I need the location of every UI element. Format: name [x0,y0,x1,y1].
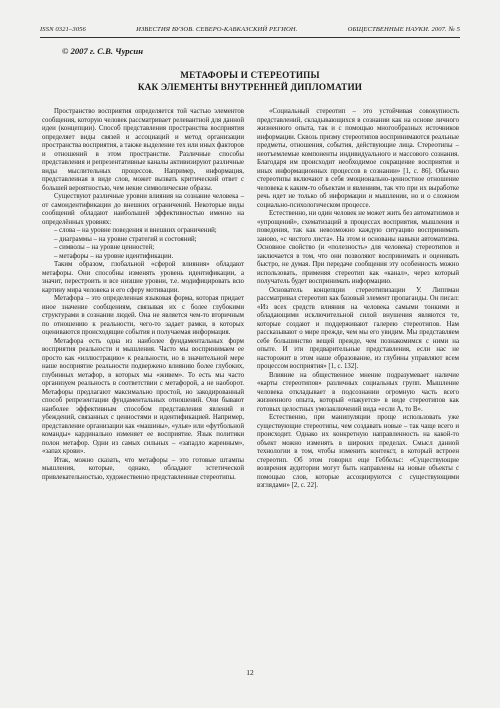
article-title [40,70,460,93]
paragraph: Таким образом, глобальной «сферой влияния» обладают метафоры. Они способны изменять уровень идентификации, а значит, перестроить и все низшие уровни, т.е. модифицировать всю картину мира человека и его сферу мотивации. [42,261,244,294]
paragraph: Основатель концепции стереотипизации У. Липпман рассматривал стереотип как базовый элемент пропаганды. Он писал: «Из всех средств влияния на человека самыми тонкими и обладающими исключительной силой внушения являются те, которые создают и поддерживают галерею стереотипов. Нам рассказывают о мире прежде, чем мы его увидим. Мы представляем себе большинство вещей прежде, чем познакомимся с ними на опыте. И эти предварительные представления, если нас не насторожит в этом наше образование, из глубины управляют всем процессом восприятия» [1, с. 132]. [257,286,459,370]
header-rule [40,37,460,38]
left-column [42,108,244,482]
issn: ISSN 0321–3056 [40,26,86,33]
paragraph: Естественно, ни один человек не может жить без автоматизмов и «упрощений», схематизаций в процессах восприятия, мышления и поведения, так как невозможно каждую ситуацию воспринимать заново, «с чистого листа». На этом и основаны навыки автоматизма. Основное свойство (и «полезность» для человека) стереотипов и заключается в том, что они позволяют воспринимать и оценивать быстро, не думая. При передаче сообщения эту особенность можно использовать, применяя стереотип как «канал», через который получатель будет воспринимать информацию. [257,210,459,285]
paragraph: Естественно, при манипуляции проще использовать уже существующие стереотипы, чем создавать новые – так чаще всего и происходит. Однако их конкретную направленность на какой-то объект можно изменять в широких пределах. Смысл данной технологии в том, чтобы изменить контекст, в который встроен стереотип. Об этом говорил еще Геббельс: «Существующие возврения аудитории могут быть направлены на новые объекты с помощью слов, которые ассоциируются с существующими взглядами» [2, с. 22]. [257,414,459,489]
paragraph: Влияние на общественное мнение подразумевает наличие «карты стереотипов» различных социальных групп. Мышление человека откладывает в подсознании огромную часть всего жизненного опыта, который «пакуется» в виде стереотипов как готовых целостных умозаключений вида «если A, то B». [257,371,459,413]
title-line-2: КАК ЭЛЕМЕНТЫ ВНУТРЕННЕЙ ДИПЛОМАТИИ [137,81,363,92]
list-item: – диаграммы – на уровне стратегий и состояний; [54,235,197,243]
list-item: – метафоры – на уровне идентификации. [54,252,174,260]
page-number: 12 [246,668,254,677]
paragraph: Метафора есть одна из наиболее фундаментальных форм восприятия реальности и мышления. Часто мы воспринимаем ее просто как «иллюстрацию» к реальности, но в значительной мере наше восприятие реальности подвержено влиянию более глубоких, глубинных метафор, в которых мы «живем». То есть мы часто организуем реальность в соответствии с метафорой, а не наоборот. Метафоры предлагают максимально простой, но закодированный способ репрезентации фундаментальных отношений. Они бывают наиболее эффективным способом представления явлений и убеждений, связанных с ценностями и идентификацией. Например, представление организации как «машины», «улья» или «футбольной команды» кардинально изменяет ее восприятие. Язык политики полон метафор. Одни из самых сильных – «западло жаренным», «запах крови». [42,337,244,455]
list-item: – слова – на уровне поведения и внешних ограничений; [54,227,217,234]
author-byline: © 2007 г. С.В. Чурсин [62,46,143,56]
paragraph: Итак, можно сказать, что метафоры – это готовые штампы мышления, которые, однако, обладают эстетической привлекательностью, художественно представленные стереотипы. [42,456,244,481]
paragraph: Пространство восприятия определяется той частью элементов сообщения, которую человек рассматривает релевантной для данной идеи (концепции). Способ представления пространства восприятия определяет виды связей и ассоциаций и метод организации пространства восприятия, а также выделение тех или иных факторов и отношений в этом пространстве. Различные способы представления и репрезентативные каналы активизируют различные виды мыслительных процессов. Например, информация, представленная в виде слов, может вызвать критический ответ с большей вероятностью, чем некие символические образы. [42,108,244,192]
title-line-1: МЕТАФОРЫ И СТЕРЕОТИПЫ [180,70,320,80]
paragraph: «Социальный стереотип – это устойчивая совокупность представлений, складывающихся в сознании как на основе личного жизненного опыта, так и с помощью многообразных источников информации. Сквозь призму стереотипов воспринимаются реальные предметы, отношения, события, действующие лица. Стереотипы – неотъемлемые компоненты индивидуального и массового сознания. Благодаря им происходит необходимое сокращение восприятия и иных информационных процессов в сознании» [1, с. 86]. Обычно стереотипы включают в себя эмоционально-ценностное отношение человека к каким-то объектам и явлениям, так что при их выработке речь идет не только об информации и мышлении, но и о сложном социально-психологическом процессе. [257,108,459,209]
paragraph: Существуют различные уровни влияния на сознание человека – от самоидентификации до внешних ограничений. Некоторые виды сообщений обладают наибольшей эффективностью именно на определённых уровнях: [42,193,244,226]
running-header [40,26,460,33]
right-column [257,108,459,491]
paragraph: Метафора – это определенная языковая форма, которая придает иное значение сообщениям, связывая их с более глубокими структурами в сознании людей. Она не является чем-то вторичным по отношению к реальности, чего-то задает рамки, в которых оцениваются происходящие события и получаемая информация. [42,295,244,336]
journal-name: ИЗВЕСТИЯ ВУЗОВ. СЕВЕРО-КАВКАЗСКИЙ РЕГИОН. [136,26,298,33]
list-item: – символы – на уровне ценностей; [54,244,155,251]
journal-series: ОБЩЕСТВЕННЫЕ НАУКИ. 2007. № 5 [347,26,460,33]
